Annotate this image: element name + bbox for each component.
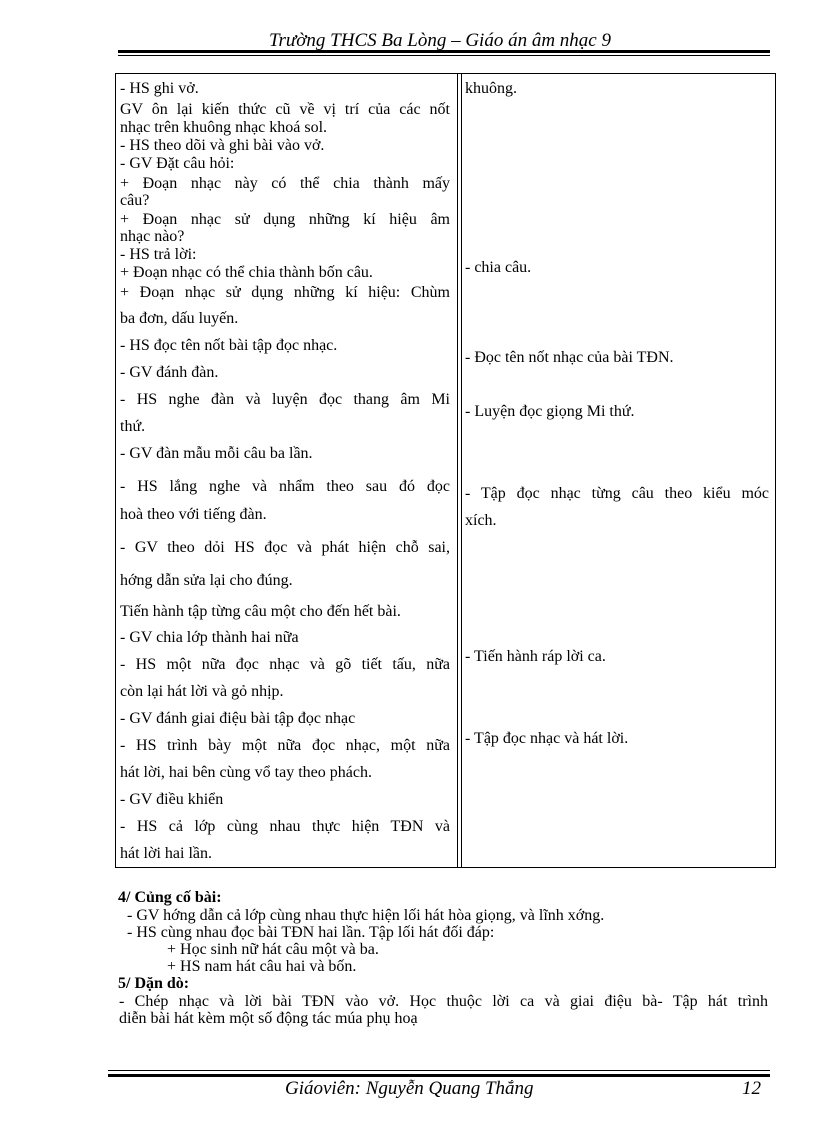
footer-rule-thin <box>108 1070 770 1071</box>
section4-line: + Học sinh nữ hát câu một và ba. <box>167 941 379 958</box>
left-line: hát lời hai lần. <box>120 845 212 862</box>
left-line: Tiến hành tập từng câu một cho đến hết bài. <box>120 603 401 620</box>
left-line: + Đoạn nhạc này có thể chia thành mấy <box>120 175 450 192</box>
left-line: - HS trả lời: <box>120 246 197 263</box>
left-line: - GV chia lớp thành hai nữa <box>120 629 299 646</box>
left-line: - GV Đặt câu hỏi: <box>120 155 235 172</box>
section4-line: - GV hớng dẫn cả lớp cùng nhau thực hiện lối hát hòa giọng, và lĩnh xớng. <box>127 907 605 924</box>
left-line: - GV theo dỏi HS đọc và phát hiện chỗ sai, <box>120 539 450 556</box>
left-line: câu? <box>120 192 150 209</box>
column-divider <box>457 74 458 867</box>
left-line: - HS nghe đàn và luyện đọc thang âm Mi <box>120 391 450 408</box>
header-rule-thick <box>118 50 770 53</box>
right-line: khuông. <box>465 80 517 97</box>
page-header: Trường THCS Ba Lòng – Giáo án âm nhạc 9 <box>269 30 611 51</box>
right-line: - Đọc tên nốt nhạc của bài TĐN. <box>465 349 674 366</box>
right-line: - chia câu. <box>465 259 532 276</box>
left-line: - GV đàn mẫu mỗi câu ba lần. <box>120 445 313 462</box>
section4-line: - HS cùng nhau đọc bài TĐN hai lần. Tập lối hát đối đáp: <box>127 924 495 941</box>
section5-line: - Chép nhạc và lời bài TĐN vào vở. Học thuộc lời ca và giai điệu bà- Tập hát trình <box>119 993 768 1010</box>
left-line: hoà theo với tiếng đàn. <box>120 506 267 523</box>
left-line: hớng dẫn sửa lại cho đúng. <box>120 572 293 589</box>
footer-teacher: Giáoviên: Nguyễn Quang Thắng <box>285 1078 534 1099</box>
left-line: - HS ghi vở. <box>120 80 199 97</box>
section5-heading: 5/ Dặn dò: <box>118 975 190 992</box>
left-line: - GV điều khiển <box>120 791 224 808</box>
left-line: - HS đọc tên nốt bài tập đọc nhạc. <box>120 337 338 354</box>
left-line: - HS theo dõi và ghi bài vào vở. <box>120 137 325 154</box>
left-line: nhạc trên khuông nhạc khoá sol. <box>120 119 328 136</box>
left-line: thứ. <box>120 418 146 435</box>
footer-rule-thick <box>108 1074 770 1077</box>
header-rule-thin <box>118 55 770 56</box>
left-line: - HS cả lớp cùng nhau thực hiện TĐN và <box>120 818 450 835</box>
left-line: còn lại hát lời và gỏ nhịp. <box>120 683 284 700</box>
right-line: - Tập đọc nhạc từng câu theo kiểu móc <box>465 485 769 502</box>
left-line: - GV đánh đàn. <box>120 364 219 381</box>
left-line: hát lời, hai bên cùng vổ tay theo phách. <box>120 764 372 781</box>
left-line: - HS trình bày một nữa đọc nhạc, một nữa <box>120 737 450 754</box>
left-line: - GV đánh giai điệu bài tập đọc nhạc <box>120 710 356 727</box>
left-line: GV ôn lại kiến thức cũ về vị trí của các nốt <box>120 101 450 118</box>
column-divider-inner <box>461 74 462 867</box>
left-line: + Đoạn nhạc sử dụng những kí hiệu âm <box>120 211 450 228</box>
section4-heading: 4/ Củng cố bài: <box>118 889 222 906</box>
left-line: - HS một nữa đọc nhạc và gõ tiết tấu, nữa <box>120 656 450 673</box>
right-line: - Luyện đọc giọng Mi thứ. <box>465 403 635 420</box>
section4-line: + HS nam hát câu hai và bốn. <box>167 958 357 975</box>
left-line: + Đoạn nhạc có thể chia thành bốn câu. <box>120 264 373 281</box>
right-line: - Tập đọc nhạc và hát lời. <box>465 730 629 747</box>
left-line: - HS lắng nghe và nhẩm theo sau đó đọc <box>120 478 450 495</box>
section5-line: diễn bài hát kèm một số động tác múa phụ hoạ <box>119 1010 418 1027</box>
left-line: + Đoạn nhạc sử dụng những kí hiệu: Chùm <box>120 284 450 301</box>
right-line: - Tiến hành ráp lời ca. <box>465 648 606 665</box>
page-number: 12 <box>742 1078 761 1099</box>
left-line: nhạc nào? <box>120 228 185 245</box>
left-line: ba đơn, dấu luyến. <box>120 310 239 327</box>
lesson-table <box>115 73 776 868</box>
right-line: xích. <box>465 512 497 529</box>
